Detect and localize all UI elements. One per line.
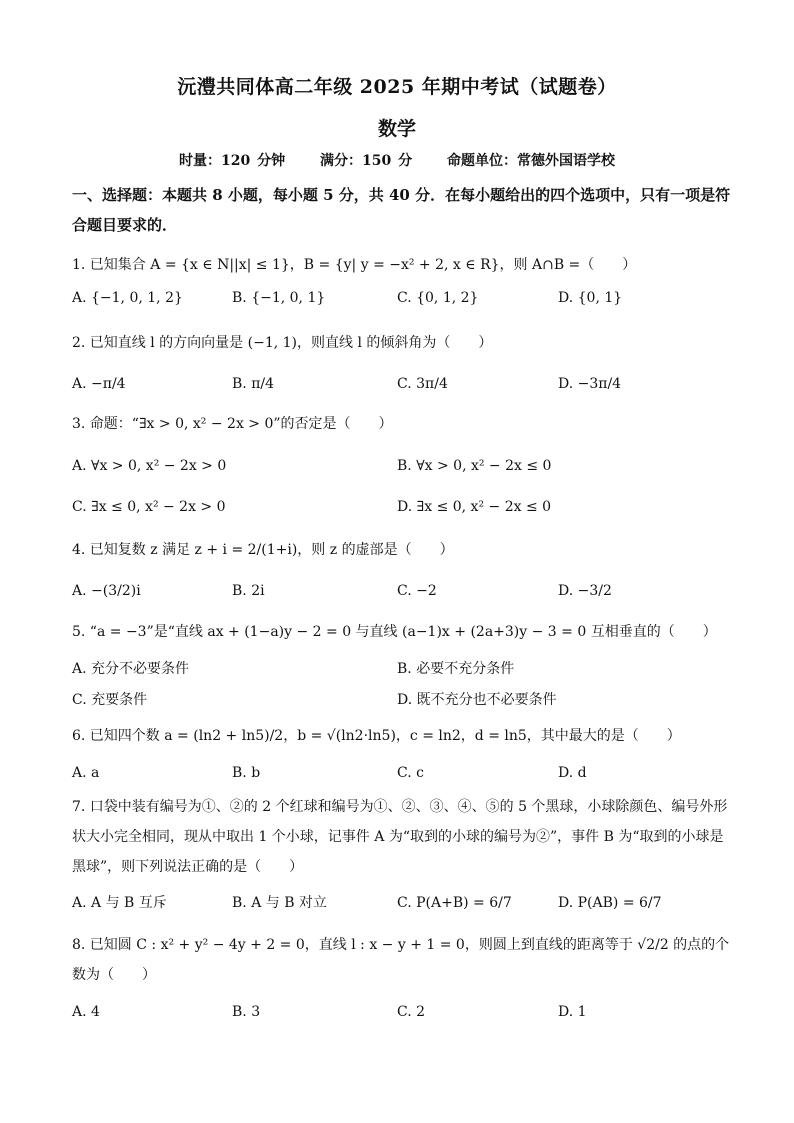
question-6-option-a: A. a — [72, 765, 100, 781]
question-8-stem: 8. 已知圆 C : x² + y² − 4y + 2 = 0，直线 l : x − y + 1 = 0，则圆上到直线的距离等于 √2/2 的点的个数为（ ） — [72, 937, 730, 983]
question-1-option-b: B. {−1, 0, 1} — [232, 290, 326, 306]
question-3-option-a: A. ∀x > 0, x² − 2x > 0 — [72, 458, 227, 474]
question-6-option-c: C. c — [397, 765, 424, 781]
question-4-option-a: A. −(3/2)i — [72, 583, 141, 599]
question-7-option-d: D. P(AB) = 6/7 — [558, 895, 662, 911]
question-5-option-d: D. 既不充分也不必要条件 — [397, 692, 557, 708]
question-1-stem: 1. 已知集合 A = {x ∈ N||x| ≤ 1}，B = {y| y = −x² + 2, x ∈ R}，则 A∩B =（ ） — [72, 257, 637, 273]
question-1-option-d: D. {0, 1} — [558, 290, 623, 306]
question-1-option-c: C. {0, 1, 2} — [397, 290, 479, 306]
question-5-option-a: A. 充分不必要条件 — [72, 661, 190, 677]
question-5-stem: 5. “a = −3”是“直线 ax + (1−a)y − 2 = 0 与直线 (a−1)x + (2a+3)y − 3 = 0 互相垂直的（ ） — [72, 624, 717, 640]
exam-unit: 命题单位：常德外国语学校 — [446, 153, 615, 169]
section-heading: 一、选择题：本题共 8 小题，每小题 5 分，共 40 分．在每小题给出的四个选项中，只有一项是符合题目要求的． — [72, 186, 731, 234]
question-1-option-a: A. {−1, 0, 1, 2} — [72, 290, 183, 306]
question-4-option-b: B. 2i — [232, 583, 265, 599]
question-2-option-b: B. π/4 — [232, 376, 275, 392]
question-2-option-a: A. −π/4 — [72, 376, 126, 392]
question-4-option-c: C. −2 — [397, 583, 437, 599]
exam-score: 满分：150 分 — [320, 153, 413, 169]
question-5-option-c: C. 充要条件 — [72, 692, 148, 708]
question-3-option-b: B. ∀x > 0, x² − 2x ≤ 0 — [397, 458, 552, 474]
question-7-option-b: B. A 与 B 对立 — [232, 895, 327, 911]
question-6-stem: 6. 已知四个数 a = (ln2 + ln5)/2，b = √(ln2·ln5)，c = ln2，d = ln5，其中最大的是（ ） — [72, 728, 681, 744]
question-8-option-d: D. 1 — [558, 1004, 587, 1020]
question-3-stem: 3. 命题：“∃x > 0, x² − 2x > 0”的否定是（ ） — [72, 416, 393, 432]
question-7-stem: 7. 口袋中装有编号为①、②的 2 个红球和编号为①、②、③、④、⑤的 5 个黑球，小球除颜色、编号外形状大小完全相同，现从中取出 1 个小球，记事件 A 为“取到的小球的编号为②”，事件 B 为“取到的小球是黑球”，则下列说法正确的是（ ） — [72, 799, 728, 875]
question-3-option-d: D. ∃x ≤ 0, x² − 2x ≤ 0 — [397, 499, 552, 515]
question-6-option-d: D. d — [558, 765, 587, 781]
question-8-option-c: C. 2 — [397, 1004, 426, 1020]
question-4-stem: 4. 已知复数 z 满足 z + i = 2/(1+i)，则 z 的虚部是（ ） — [72, 542, 454, 558]
exam-title: 沅澧共同体高二年级 2025 年期中考试（试题卷） — [177, 76, 617, 98]
question-7-option-a: A. A 与 B 互斥 — [72, 895, 167, 911]
question-5-option-b: B. 必要不充分条件 — [397, 661, 515, 677]
question-2-option-c: C. 3π/4 — [397, 376, 448, 392]
question-3-option-c: C. ∃x ≤ 0, x² − 2x > 0 — [72, 499, 226, 515]
exam-subject: 数学 — [377, 118, 416, 140]
question-2-option-d: D. −3π/4 — [558, 376, 622, 392]
exam-meta — [0, 150, 794, 170]
question-8-option-a: A. 4 — [72, 1004, 100, 1020]
question-4-option-d: D. −3/2 — [558, 583, 612, 599]
question-8-option-b: B. 3 — [232, 1004, 261, 1020]
question-6-option-b: B. b — [232, 765, 261, 781]
question-7-option-c: C. P(A+B) = 6/7 — [397, 895, 512, 911]
exam-time: 时量：120 分钟 — [179, 153, 286, 169]
question-2-stem: 2. 已知直线 l 的方向向量是 (−1, 1)，则直线 l 的倾斜角为（ ） — [72, 335, 493, 351]
